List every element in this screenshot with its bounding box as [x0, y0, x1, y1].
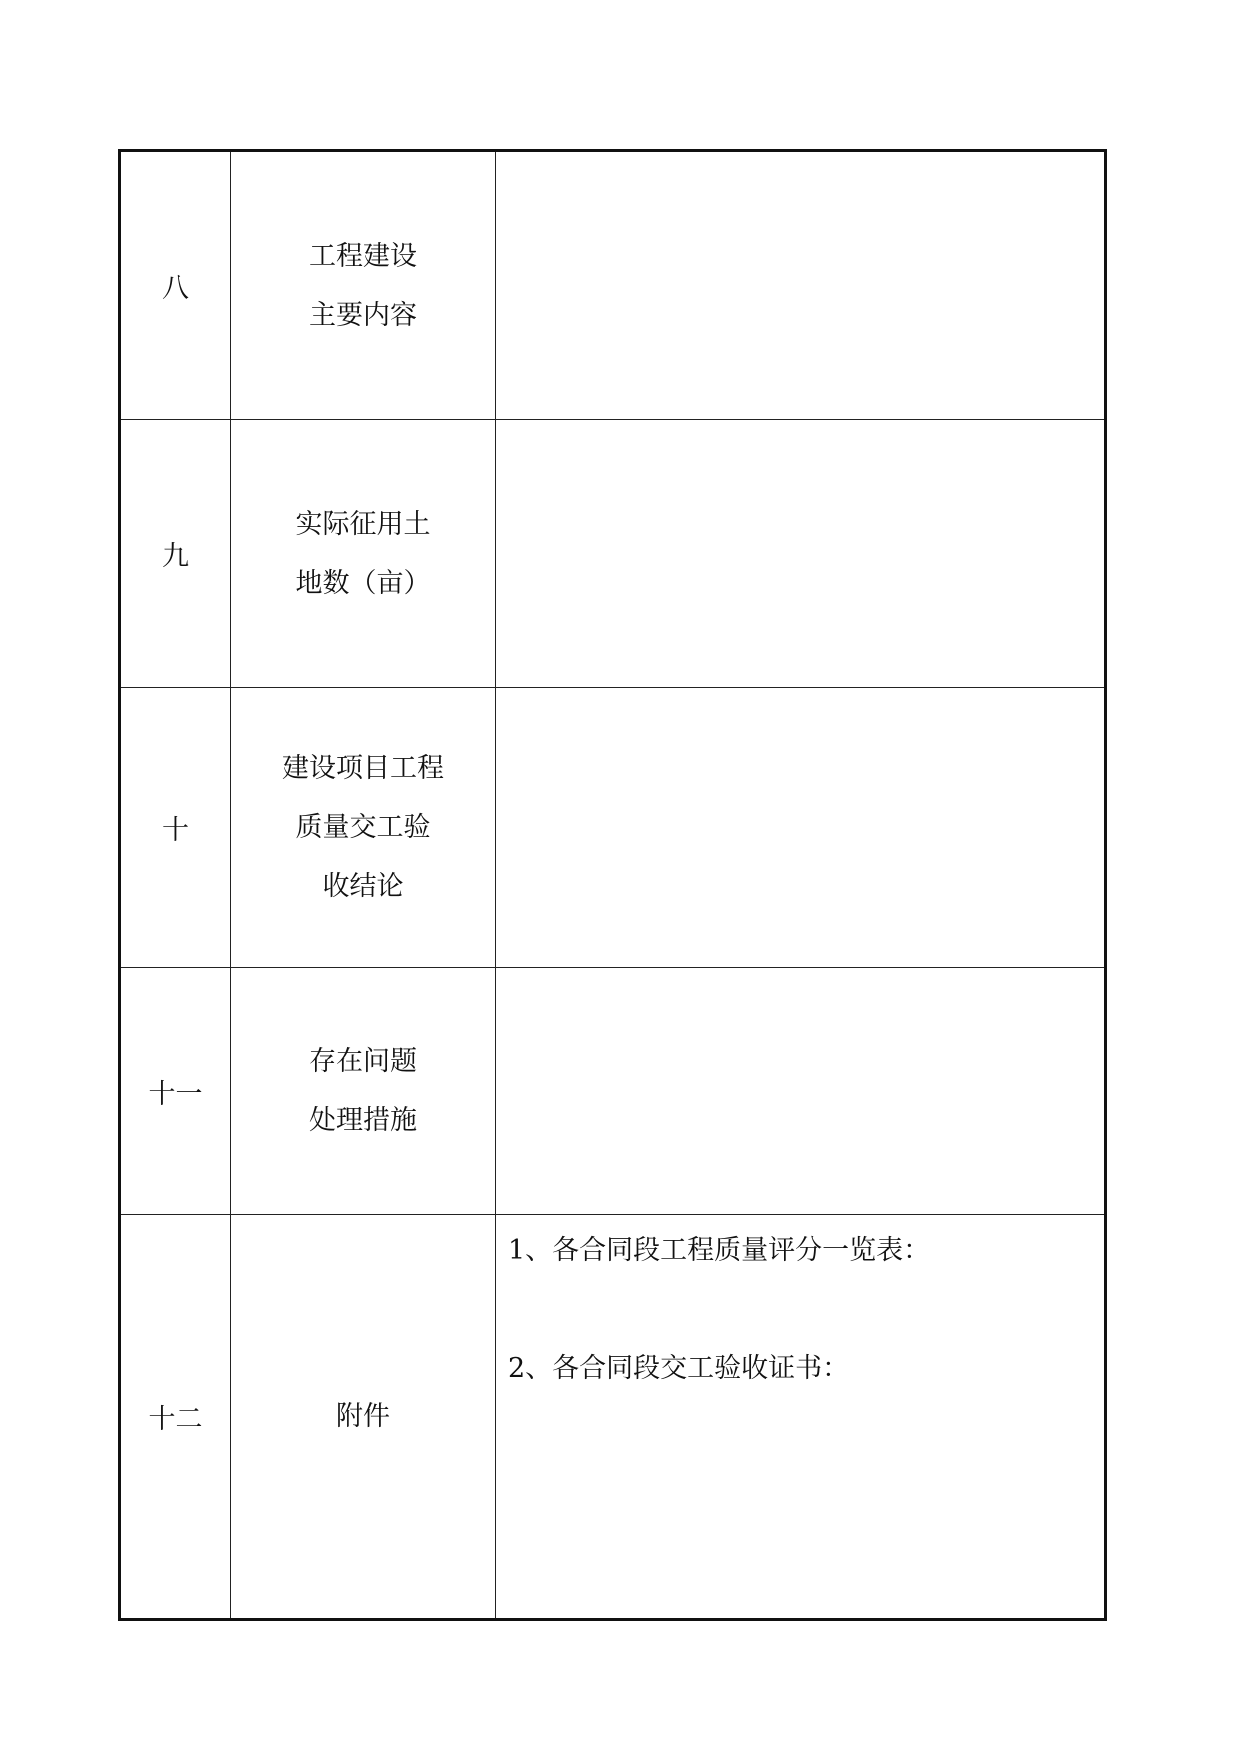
row-number: 十一: [121, 968, 231, 1214]
table-row: [121, 1215, 1104, 1618]
row-number: 十二: [121, 1215, 231, 1618]
table-row: [121, 420, 1104, 688]
row-label-cell: [231, 688, 496, 967]
table-row: [121, 968, 1104, 1215]
row-label: 建设项目工程 质量交工验 收结论: [282, 753, 444, 902]
row-label: 实际征用土 地数（亩）: [295, 508, 431, 599]
table-row: [121, 152, 1104, 420]
row-content-cell: [496, 420, 1104, 687]
row-label-cell: [231, 1215, 496, 1618]
row-content-cell: [496, 1215, 1104, 1618]
row-content-cell: [496, 968, 1104, 1214]
row-number: 八: [121, 152, 231, 419]
row-label-cell: [231, 968, 496, 1214]
table-row: [121, 688, 1104, 968]
row-number: 十: [121, 688, 231, 967]
row-label: 工程建设 主要内容: [309, 240, 417, 331]
attachment-item-1: 1、各合同段工程质量评分一览表：: [508, 1235, 931, 1266]
form-table: [118, 149, 1107, 1621]
row-label: 存在问题 处理措施: [309, 1046, 417, 1136]
row-label-cell: [231, 152, 496, 419]
attachment-item-2: 2、各合同段交工验收证书：: [508, 1353, 850, 1384]
row-label-cell: [231, 420, 496, 687]
row-content-cell: [496, 152, 1104, 419]
row-label: 附件: [336, 1401, 390, 1432]
row-number: 九: [121, 420, 231, 687]
row-content-cell: [496, 688, 1104, 967]
